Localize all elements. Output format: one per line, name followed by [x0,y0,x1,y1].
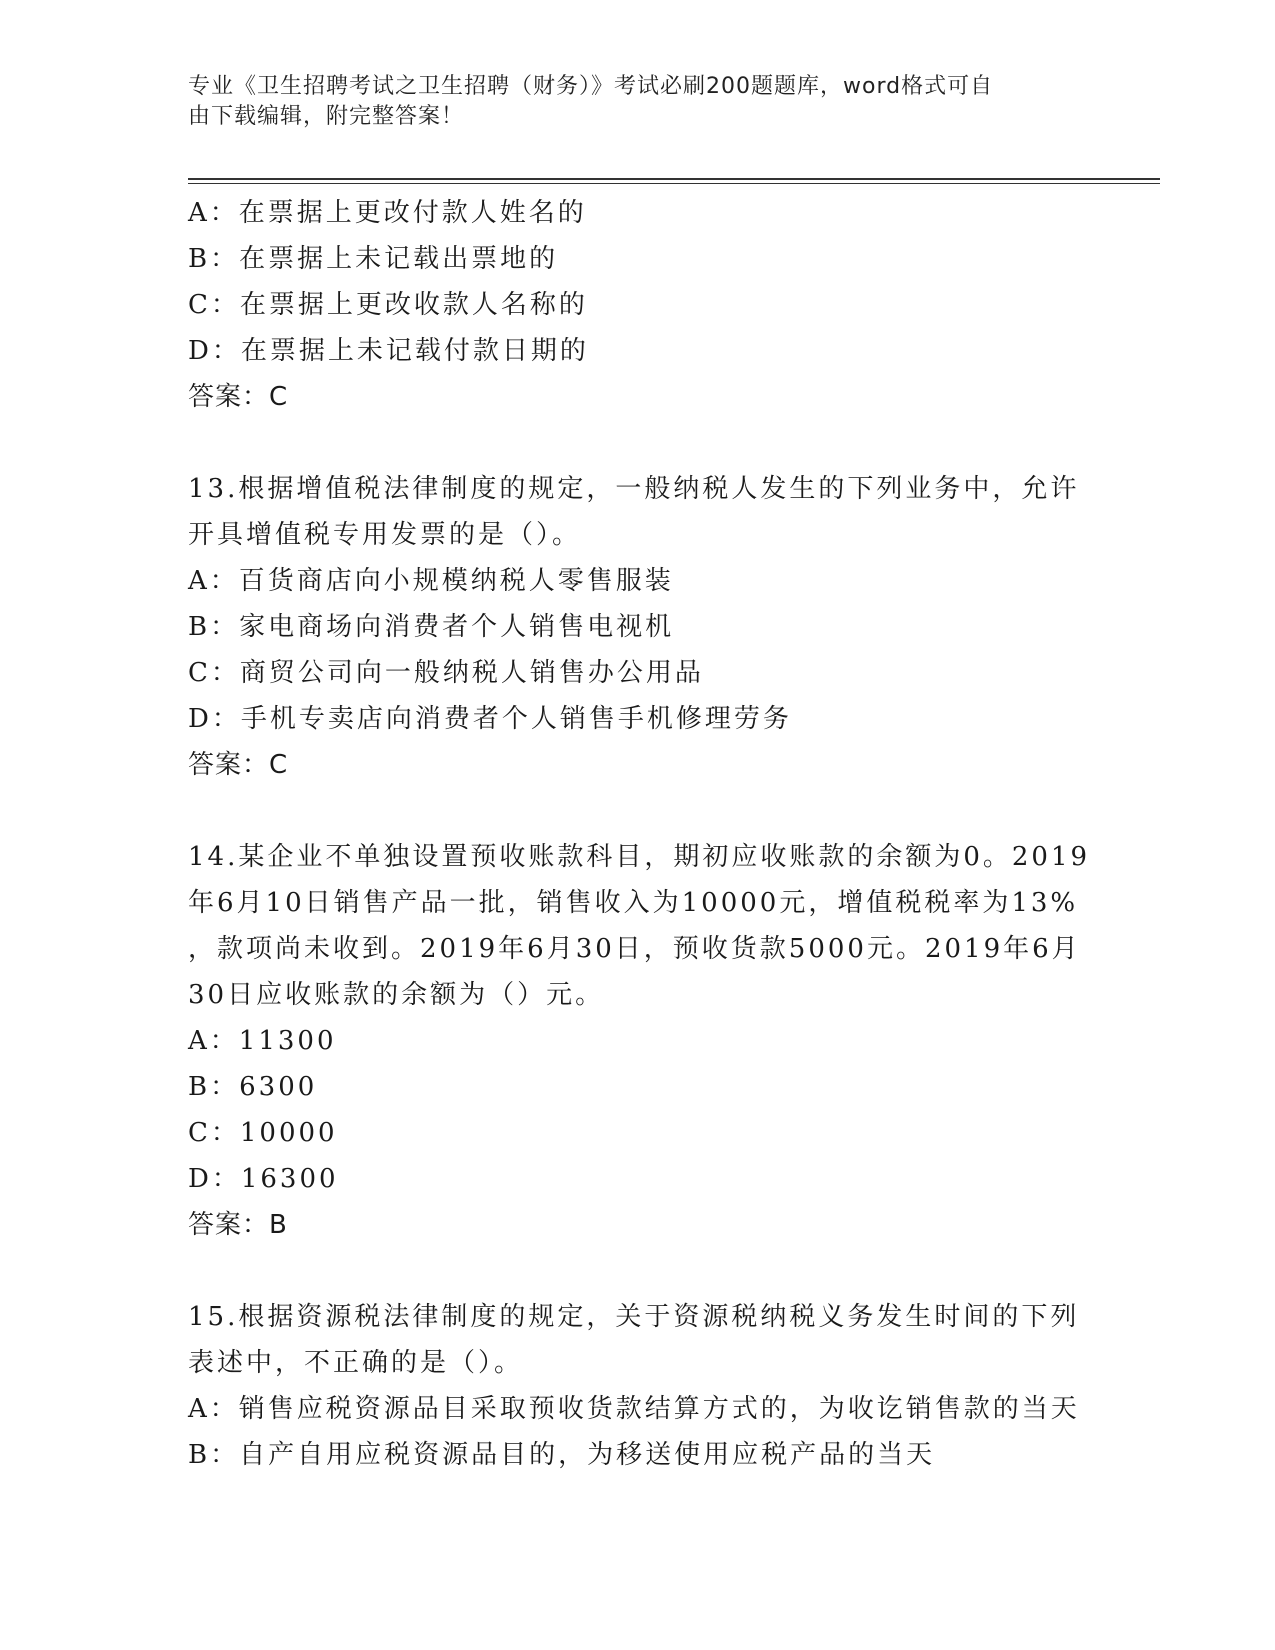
option-a: A：11300 [188,1026,337,1056]
question-13 [188,466,1088,788]
question-stem-line: 14.某企业不单独设置预收账款科目，期初应收账款的余额为0。2019 [188,842,1091,872]
option-c: C：商贸公司向一般纳税人销售办公用品 [188,658,704,688]
answer: 答案：C [188,382,289,412]
option-a: A：百货商店向小规模纳税人零售服装 [188,566,674,596]
question-stem-line: ，款项尚未收到。2019年6月30日，预收货款5000元。2019年6月 [188,934,1081,964]
option-c: C：10000 [188,1118,338,1148]
question-stem-line: 开具增值税专用发票的是（）。 [188,520,582,550]
option-b: B：6300 [188,1072,318,1102]
header-line-1: 专业《卫生招聘考试之卫生招聘（财务）》考试必刷200题题库，word格式可自 [188,74,994,99]
question-stem-line: 表述中，不正确的是（）。 [188,1348,524,1378]
question-stem-line: 15.根据资源税法律制度的规定，关于资源税纳税义务发生时间的下列 [188,1302,1080,1332]
option-d: D：在票据上未记载付款日期的 [188,336,589,366]
option-b: B：自产自用应税资源品目的，为移送使用应税产品的当天 [188,1440,936,1470]
option-b: B：家电商场向消费者个人销售电视机 [188,612,675,642]
option-d: D：手机专卖店向消费者个人销售手机修理劳务 [188,704,792,734]
option-a: A：在票据上更改付款人姓名的 [188,198,587,228]
answer: 答案：C [188,750,289,780]
question-stem-line: 年6月10日销售产品一批，销售收入为10000元，增值税税率为13% [188,888,1079,918]
option-c: C：在票据上更改收款人名称的 [188,290,588,320]
spacer [188,1248,1088,1294]
document-header [188,72,1078,132]
question-content [188,190,1091,1478]
answer: 答案：B [188,1210,288,1240]
question-stem-line: 13.根据增值税法律制度的规定，一般纳税人发生的下列业务中，允许 [188,474,1080,504]
question-12 [188,190,1088,420]
question-14 [188,834,1091,1248]
spacer [188,788,1088,834]
spacer [188,420,1088,466]
header-line-2: 由下载编辑，附完整答案！ [188,104,465,129]
option-b: B：在票据上未记载出票地的 [188,244,559,274]
header-divider [188,178,1160,184]
question-15 [188,1294,1088,1478]
option-d: D：16300 [188,1164,339,1194]
question-stem-line: 30日应收账款的余额为（）元。 [188,980,605,1010]
option-a: A：销售应税资源品目采取预收货款结算方式的，为收讫销售款的当天 [188,1394,1080,1424]
